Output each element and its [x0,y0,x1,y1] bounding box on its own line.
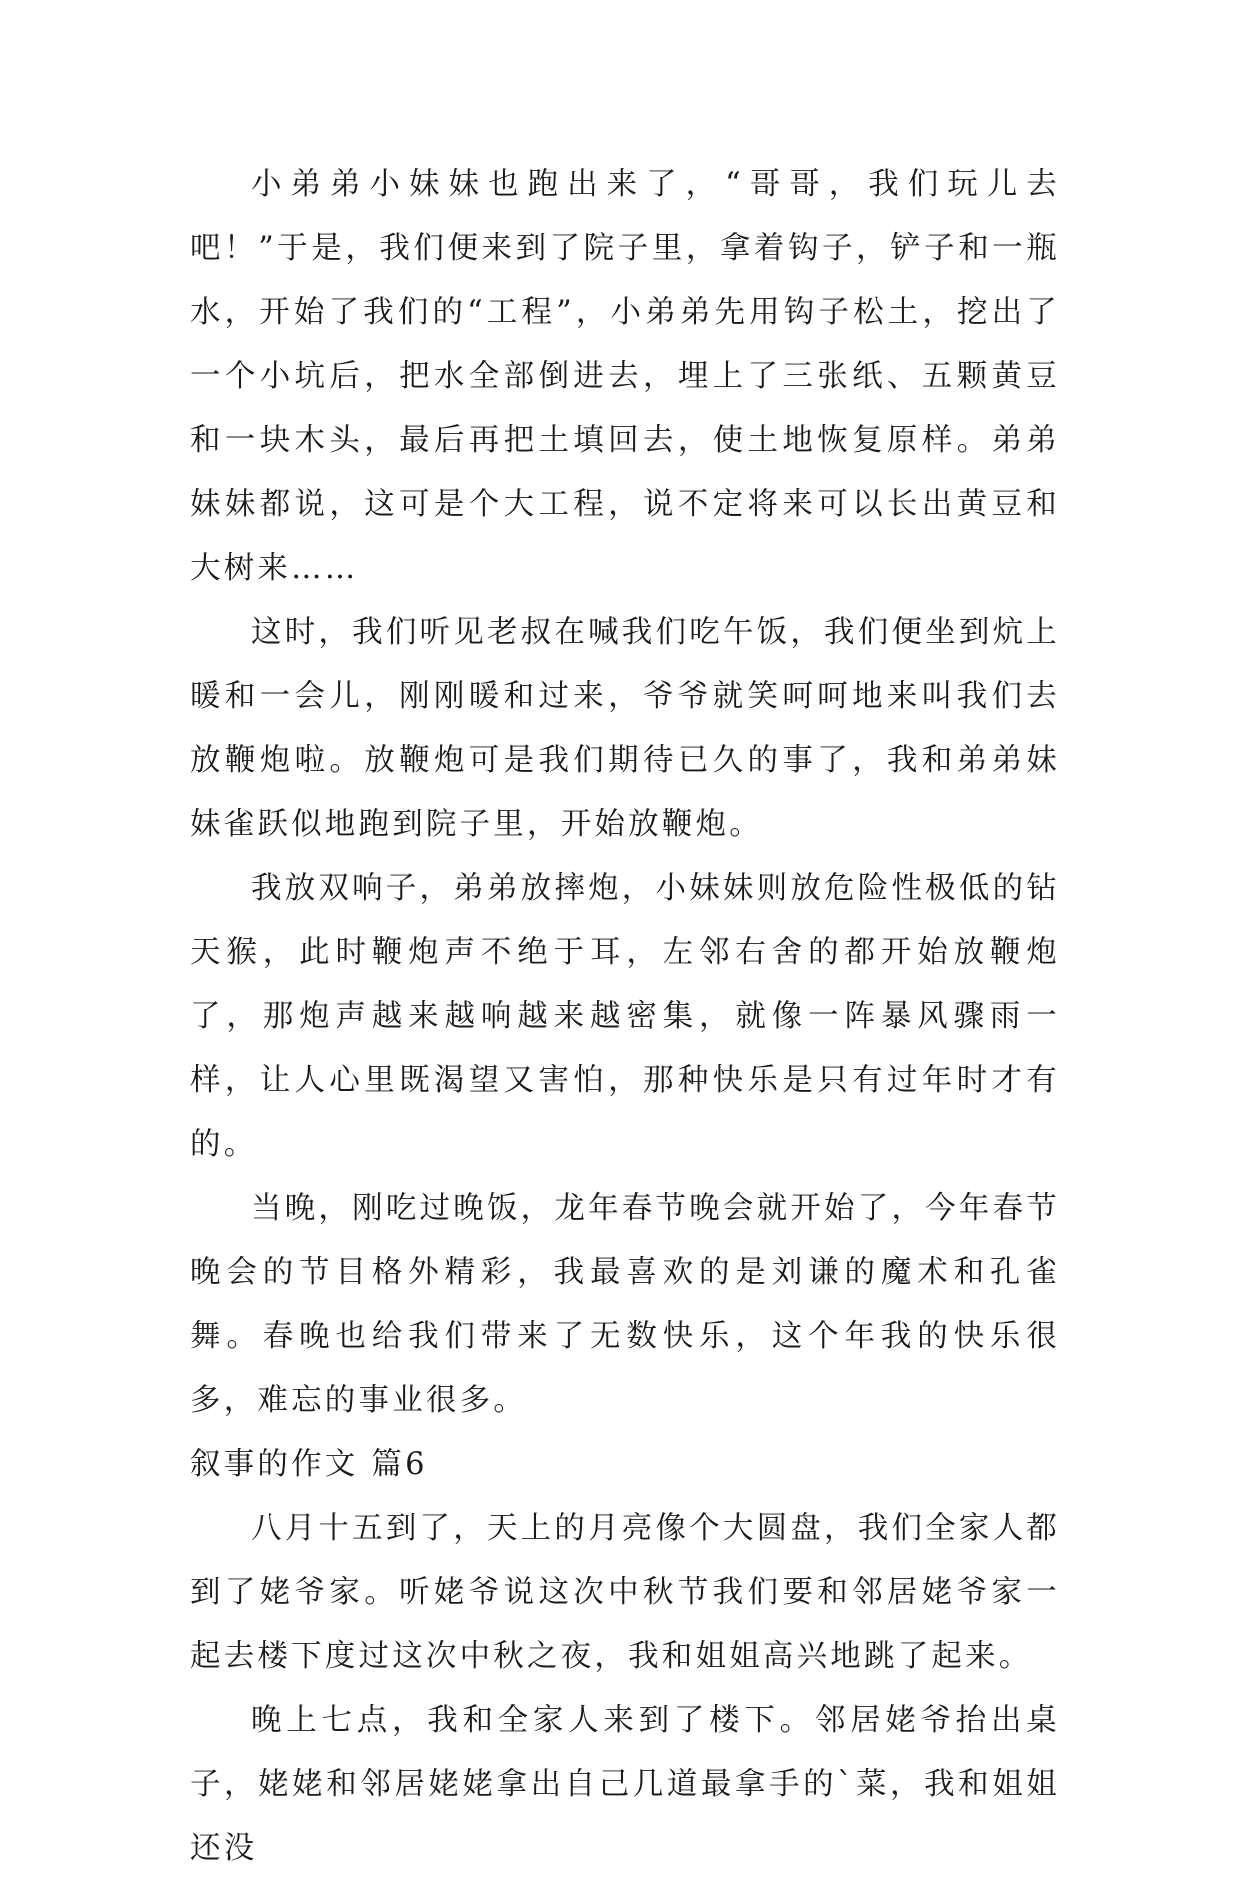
paragraph: 小弟弟小妹妹也跑出来了，“哥哥，我们玩儿去吧！”于是，我们便来到了院子里，拿着钩子，铲子和一瓶水，开始了我们的“工程”，小弟弟先用钩子松土，挖出了一个小坑后，把水全部倒进去，埋上了三张纸、五颗黄豆和一块木头，最后再把土填回去，使土地恢复原样。弟弟妹妹都说，这可是个大工程，说不定将来可以长出黄豆和大树来…… [190,167,1060,586]
paragraph: 八月十五到了，天上的月亮像个大圆盘，我们全家人都到了姥爷家。听姥爷说这次中秋节我们要和邻居姥爷家一起去楼下度过这次中秋之夜，我和姐姐高兴地跳了起来。 [190,1511,1060,1674]
paragraph: 这时，我们听见老叔在喊我们吃午饭，我们便坐到炕上暖和一会儿，刚刚暖和过来，爷爷就笑呵呵地来叫我们去放鞭炮啦。放鞭炮可是我们期待已久的事了，我和弟弟妹妹雀跃似地跑到院子里，开始放鞭炮。 [190,615,1060,842]
paragraph: 当晚，刚吃过晚饭，龙年春节晚会就开始了，今年春节晚会的节目格外精彩，我最喜欢的是刘谦的魔术和孔雀舞。春晚也给我们带来了无数快乐，这个年我的快乐很多，难忘的事业很多。 [190,1191,1060,1418]
paragraph: 晚上七点，我和全家人来到了楼下。邻居姥爷抬出桌子，姥姥和邻居姥姥拿出自己几道最拿手的`菜，我和姐姐还没 [190,1703,1060,1866]
document-body [190,153,1060,1881]
paragraph: 我放双响子，弟弟放摔炮，小妹妹则放危险性极低的钻天猴，此时鞭炮声不绝于耳，左邻右舍的都开始放鞭炮了，那炮声越来越响越来越密集，就像一阵暴风骤雨一样，让人心里既渴望又害怕，那种快乐是只有过年时才有的。 [190,871,1060,1162]
section-heading: 叙事的作文 篇6 [190,1447,428,1482]
